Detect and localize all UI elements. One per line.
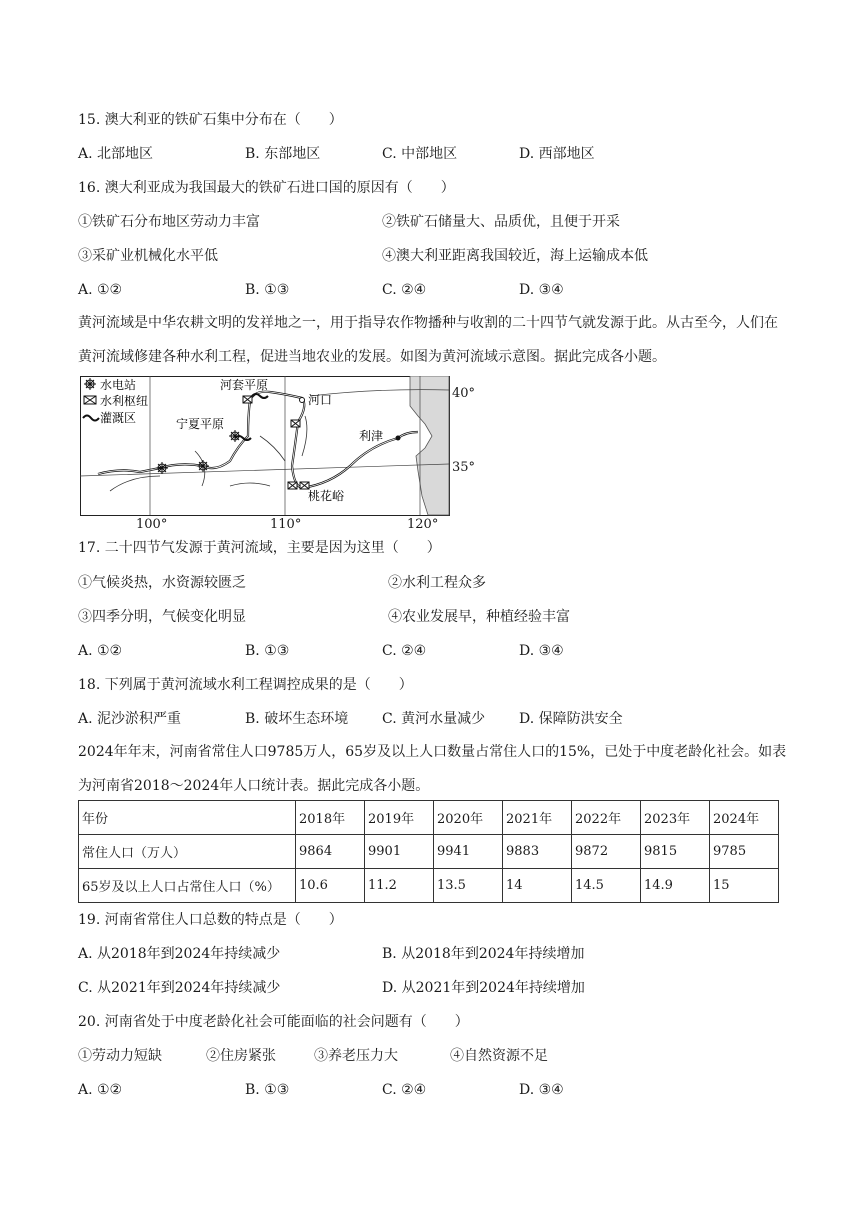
table-header-cell: 2021年 xyxy=(503,801,572,835)
table-cell: 14.9 xyxy=(641,869,710,903)
q17-stem: 17. 二十四节气发源于黄河流域，主要是因为这里（ ） xyxy=(78,540,441,556)
table-row xyxy=(79,869,779,903)
lon-120-label: 120° xyxy=(407,517,439,532)
q17-item-1: ①气候炎热，水资源较匮乏 xyxy=(78,575,246,591)
q19-stem: 19. 河南省常住人口总数的特点是（ ） xyxy=(78,912,343,928)
q17-item-2: ②水利工程众多 xyxy=(388,575,486,591)
q20-item-3: ③养老压力大 xyxy=(314,1048,398,1064)
table-header-cell: 2024年 xyxy=(710,801,779,835)
table-header-cell: 2023年 xyxy=(641,801,710,835)
legend-hydropower: 水电站 xyxy=(100,378,137,392)
q20-option-c: C. ②④ xyxy=(382,1082,427,1098)
q20-option-d: D. ③④ xyxy=(519,1082,564,1098)
q17-option-c: C. ②④ xyxy=(382,643,427,659)
table-row xyxy=(79,835,779,869)
q19-option-c: C. 从2021年到2024年持续减少 xyxy=(78,980,281,996)
table-cell: 9864 xyxy=(296,835,365,869)
q20-stem: 20. 河南省处于中度老龄化社会可能面临的社会问题有（ ） xyxy=(78,1014,469,1030)
q20-item-1: ①劳动力短缺 xyxy=(78,1048,162,1064)
q16-stem: 16. 澳大利亚成为我国最大的铁矿石进口国的原因有（ ） xyxy=(78,180,455,196)
q17-option-a: A. ①② xyxy=(78,643,123,659)
q16-option-c: C. ②④ xyxy=(382,282,427,298)
q20-item-2: ②住房紧张 xyxy=(206,1048,276,1064)
table-cell: 9872 xyxy=(572,835,641,869)
table-cell: 14.5 xyxy=(572,869,641,903)
q16-item-1: ①铁矿石分布地区劳动力丰富 xyxy=(78,214,260,230)
q16-option-b: B. ①③ xyxy=(245,282,290,298)
q15-option-c: C. 中部地区 xyxy=(382,146,458,162)
q18-stem: 18. 下列属于黄河流域水利工程调控成果的是（ ） xyxy=(78,677,413,693)
label-ningxia-plain: 宁夏平原 xyxy=(176,417,225,431)
legend-hub: 水利枢纽 xyxy=(100,394,149,408)
q19-option-b: B. 从2018年到2024年持续增加 xyxy=(382,946,585,962)
q16-item-3: ③采矿业机械化水平低 xyxy=(78,248,218,264)
table-cell: 15 xyxy=(710,869,779,903)
q20-option-b: B. ①③ xyxy=(245,1082,290,1098)
lon-110-label: 110° xyxy=(270,517,302,532)
legend-irrigation: 灌溉区 xyxy=(100,411,137,425)
q18-option-c: C. 黄河水量减少 xyxy=(382,711,486,727)
lat-40-label: 40° xyxy=(452,386,476,401)
table-cell: 14 xyxy=(503,869,572,903)
table-cell: 11.2 xyxy=(365,869,434,903)
table-header-cell: 2020年 xyxy=(434,801,503,835)
q15-option-d: D. 西部地区 xyxy=(519,146,595,162)
q19-option-d: D. 从2021年到2024年持续增加 xyxy=(382,980,585,996)
label-hetao-plain: 河套平原 xyxy=(220,378,269,392)
q16-item-2: ②铁矿石储量大、品质优，且便于开采 xyxy=(382,214,620,230)
label-taohuayu: 桃花峪 xyxy=(308,489,345,503)
yellow-river-map xyxy=(80,376,450,516)
table-cell: 9883 xyxy=(503,835,572,869)
table-header-cell: 2019年 xyxy=(365,801,434,835)
q20-option-a: A. ①② xyxy=(78,1082,123,1098)
q17-item-3: ③四季分明，气候变化明显 xyxy=(78,609,246,625)
table-cell: 9901 xyxy=(365,835,434,869)
q18-option-d: D. 保障防洪安全 xyxy=(519,711,623,727)
population-table xyxy=(78,800,779,903)
q16-item-4: ④澳大利亚距离我国较近，海上运输成本低 xyxy=(382,248,648,264)
q20-item-4: ④自然资源不足 xyxy=(450,1048,548,1064)
q15-option-b: B. 东部地区 xyxy=(245,146,321,162)
table-cell: 13.5 xyxy=(434,869,503,903)
table-cell: 常住人口（万人） xyxy=(79,835,296,869)
table-header-row xyxy=(79,801,779,835)
q15-option-a: A. 北部地区 xyxy=(78,146,154,162)
q19-option-a: A. 从2018年到2024年持续减少 xyxy=(78,946,281,962)
q18-option-b: B. 破坏生态环境 xyxy=(245,711,349,727)
yellow-river-intro: 黄河流域是中华农耕文明的发祥地之一，用于指导农作物播种与收割的二十四节气就发源于此。从古至今，人们在黄河流域修建各种水利工程，促进当地农业的发展。如图为黄河流域示意图。据此完成各小题。 xyxy=(78,315,778,365)
lat-35-label: 35° xyxy=(452,460,476,475)
legend-hub-icon xyxy=(84,396,96,404)
label-lijin: 利津 xyxy=(359,429,384,443)
table-cell: 9785 xyxy=(710,835,779,869)
q18-option-a: A. 泥沙淤积严重 xyxy=(78,711,182,727)
lon-100-label: 100° xyxy=(136,517,168,532)
henan-intro: 2024年年末，河南省常住人口9785万人，65岁及以上人口数量占常住人口的15%，已处于中度老龄化社会。如表为河南省2018～2024年人口统计表。据此完成各小题。 xyxy=(78,744,787,794)
table-header-cell: 年份 xyxy=(79,801,296,835)
table-cell: 10.6 xyxy=(296,869,365,903)
table-cell: 65岁及以上人口占常住人口（%） xyxy=(79,869,296,903)
hekou-point xyxy=(300,398,305,403)
table-cell: 9941 xyxy=(434,835,503,869)
lijin-point xyxy=(396,436,401,441)
table-cell: 9815 xyxy=(641,835,710,869)
q16-option-d: D. ③④ xyxy=(519,282,564,298)
table-header-cell: 2018年 xyxy=(296,801,365,835)
q17-item-4: ④农业发展早，种植经验丰富 xyxy=(388,609,570,625)
q17-option-d: D. ③④ xyxy=(519,643,564,659)
q16-option-a: A. ①② xyxy=(78,282,123,298)
table-header-cell: 2022年 xyxy=(572,801,641,835)
q15-stem: 15. 澳大利亚的铁矿石集中分布在（ ） xyxy=(78,112,343,128)
q17-option-b: B. ①③ xyxy=(245,643,290,659)
label-hekou: 河口 xyxy=(308,393,333,407)
